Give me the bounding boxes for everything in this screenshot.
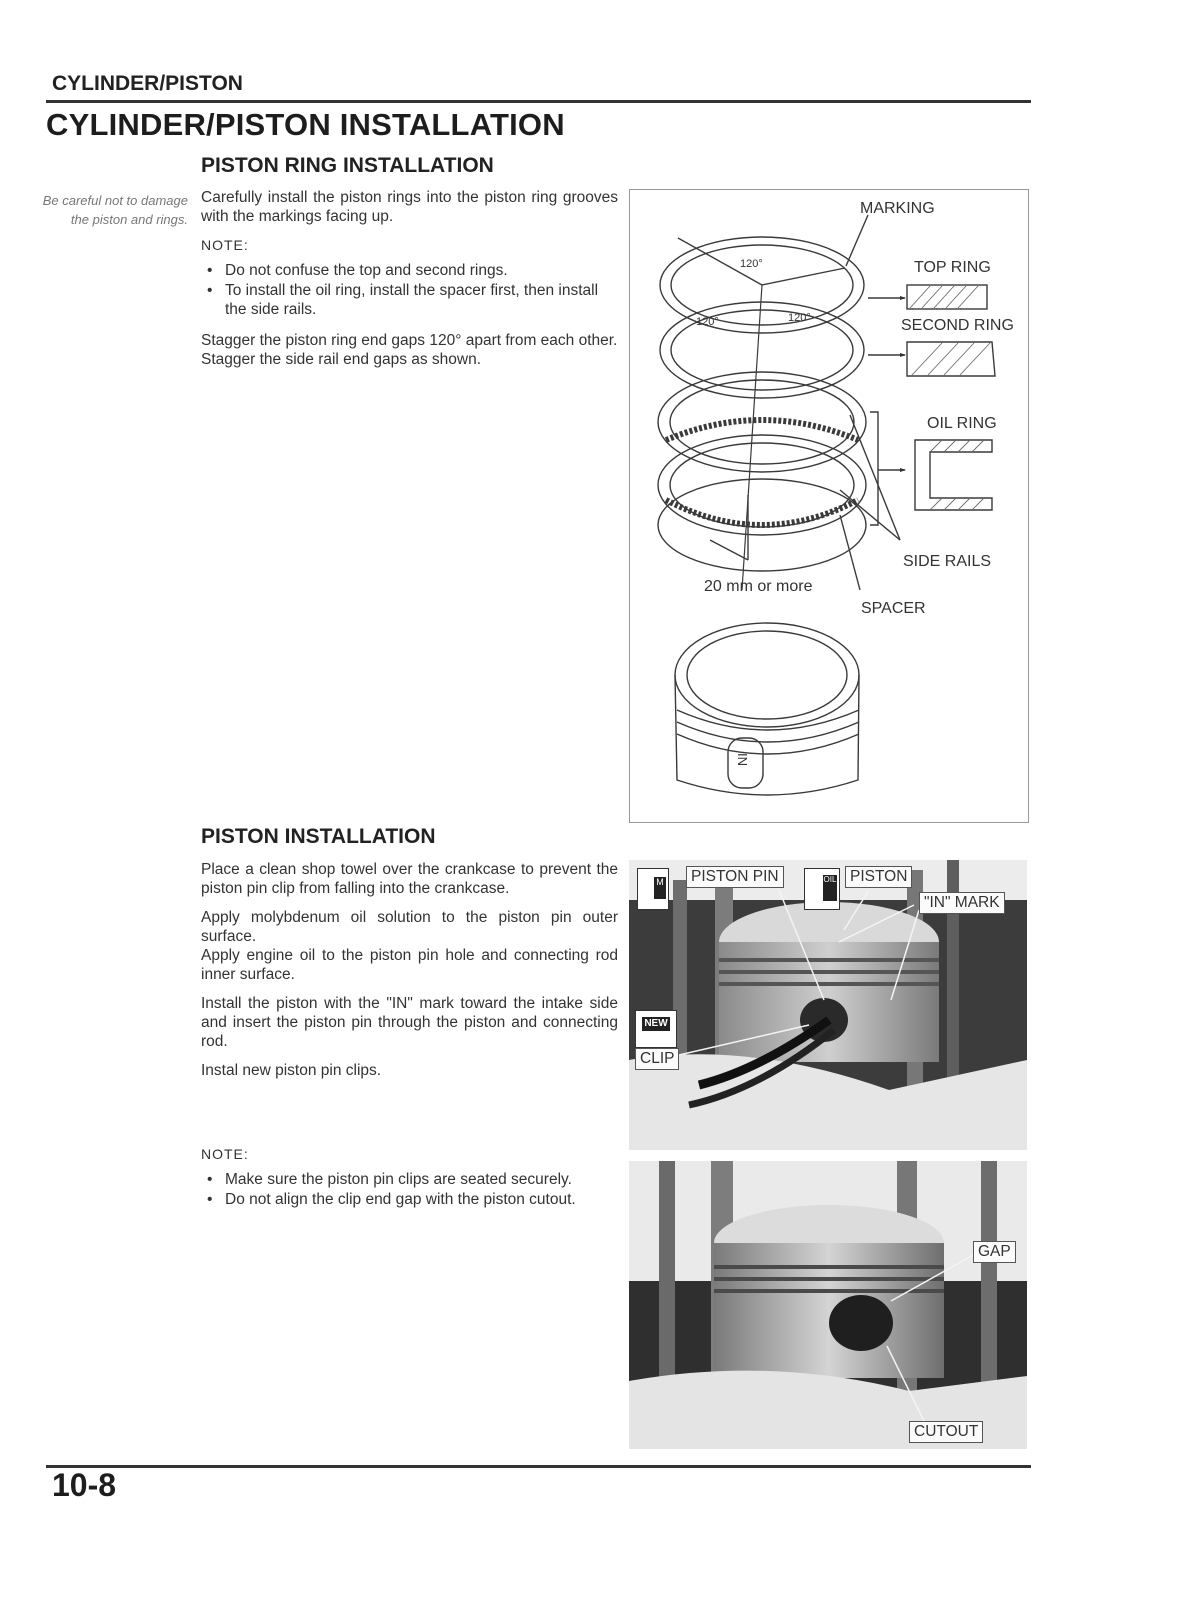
label-side-rails: SIDE RAILS (903, 553, 992, 570)
piston-para-4: Install the piston with the "IN" mark toward the intake side and insert the piston pin through the piston and connecting rod. (201, 995, 618, 1050)
page-number: 10-8 (52, 1467, 117, 1503)
label-in-mark: IN (735, 753, 750, 766)
piston-para-5: Instal new piston pin clips. (201, 1062, 382, 1079)
ring-figure (629, 189, 1029, 823)
engine-oil-icon (804, 868, 840, 910)
caution-note: Be careful not to damage the piston and rings. (42, 193, 188, 227)
piston-install-text (201, 860, 618, 1090)
piston-notes (201, 1135, 618, 1210)
piston-para-2: Apply molybdenum oil solution to the piston pin outer surface. (201, 909, 618, 945)
piston-note-item: • Do not align the clip end gap with the piston cutout. (201, 1190, 618, 1209)
label-oil-ring: OIL RING (927, 415, 997, 432)
piston-notes-list (201, 1170, 618, 1209)
ring-note-item: • Do not confuse the top and second rings. (201, 261, 618, 280)
label-angle-1: 120° (740, 258, 763, 270)
label-marking: MARKING (860, 200, 935, 217)
ring-install-heading: PISTON RING INSTALLATION (201, 154, 494, 177)
label-second-ring: SECOND RING (901, 317, 1014, 334)
piston-para-3: Apply engine oil to the piston pin hole and connecting rod inner surface. (201, 947, 618, 983)
piston-note-item: • Make sure the piston pin clips are seated securely. (201, 1170, 618, 1189)
new-part-icon (635, 1010, 677, 1048)
oil-badge: OIL (823, 875, 837, 901)
label-gap-note: 20 mm or more (704, 578, 813, 595)
photo-2-image (629, 1161, 1027, 1449)
label-cutout: CUTOUT (909, 1421, 983, 1443)
ring-install-text (201, 188, 618, 379)
label-in-mark-photo: "IN" MARK (919, 892, 1005, 914)
piston-note-label: NOTE: (201, 1146, 249, 1162)
label-gap: GAP (973, 1241, 1016, 1263)
label-angle-3: 120° (788, 312, 811, 324)
label-angle-2: 120° (696, 316, 719, 328)
label-clip: CLIP (635, 1048, 679, 1070)
ring-para-2: Stagger the piston ring end gaps 120° apart from each other. (201, 332, 618, 349)
piston-para-1: Place a clean shop towel over the crankcase to prevent the piston pin clip from falling into the crankcase. (201, 861, 618, 897)
footer-rule (46, 1465, 1031, 1468)
photo-piston-pin (629, 860, 1027, 1150)
ring-para-3: Stagger the side rail end gaps as shown. (201, 351, 482, 368)
label-top-ring: TOP RING (914, 259, 991, 276)
header-rule (46, 100, 1031, 103)
section-header: CYLINDER/PISTON (52, 72, 243, 95)
page-title: CYLINDER/PISTON INSTALLATION (46, 107, 565, 142)
ring-para-1: Carefully install the piston rings into the piston ring grooves with the markings facing up. (201, 189, 618, 225)
ring-note-label: NOTE: (201, 237, 249, 253)
moly-oil-icon (637, 868, 669, 910)
new-badge: NEW (642, 1017, 670, 1031)
label-spacer: SPACER (861, 600, 926, 617)
label-piston-pin: PISTON PIN (686, 866, 784, 888)
photo-clip-gap (629, 1161, 1027, 1449)
label-piston: PISTON (845, 866, 912, 888)
piston-install-heading: PISTON INSTALLATION (201, 825, 436, 848)
moly-badge: M (654, 877, 666, 899)
ring-note-item: • To install the oil ring, install the spacer first, then install the side rails. (201, 281, 618, 319)
ring-diagram (630, 190, 1028, 822)
ring-notes (201, 261, 618, 319)
